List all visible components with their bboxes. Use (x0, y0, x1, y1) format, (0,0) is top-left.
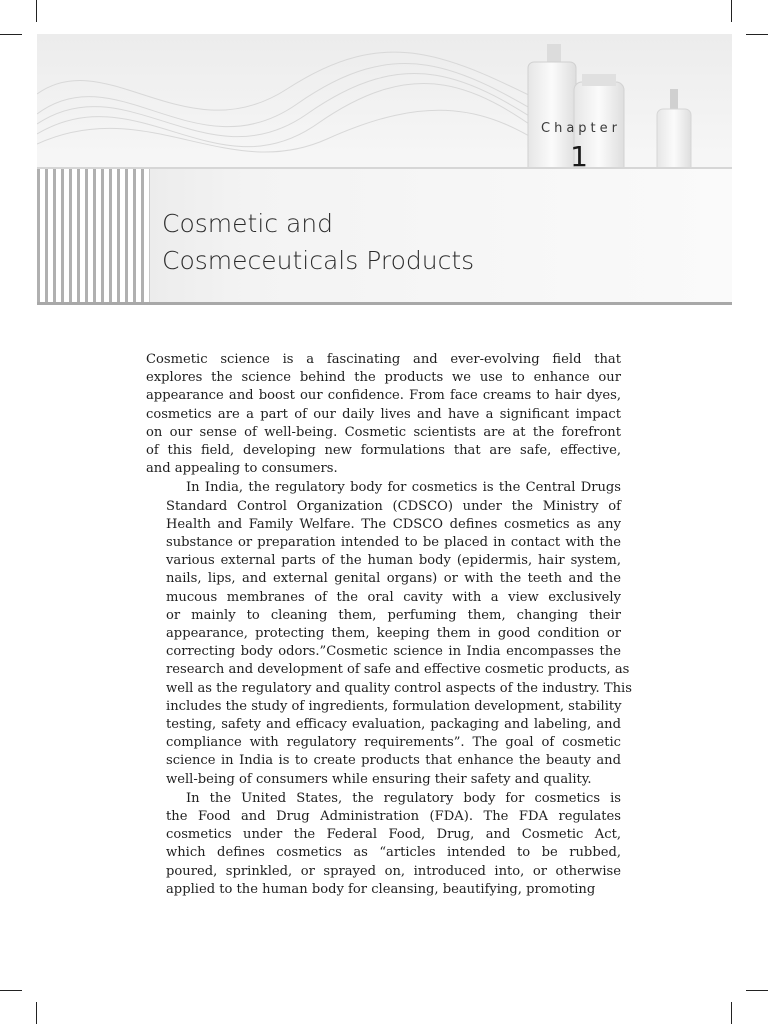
crop-mark-bottom-left-h (0, 990, 22, 991)
stripes-edge (149, 169, 150, 305)
crop-mark-top-left (36, 0, 37, 22)
text-line: and appealing to consumers. (146, 461, 338, 477)
crop-mark-bottom-right-h (746, 990, 768, 991)
text-line: well as the regulatory and quality control aspects of the industry. This (166, 680, 632, 696)
chapter-title-line: Cosmeceuticals Products (162, 246, 475, 275)
text-line: Standard Control Organization (CDSCO) under the Ministry of (166, 498, 621, 514)
text-line: which defines cosmetics as “articles intended to be rubbed, (166, 845, 621, 861)
text-line: cosmetics under the Federal Food, Drug, and Cosmetic Act, (166, 827, 621, 843)
text-line: poured, sprinkled, or sprayed on, introduced into, or otherwise (166, 863, 621, 879)
text-line: Cosmetic science is a fascinating and ever-evolving field that (146, 352, 621, 367)
text-line: applied to the human body for cleansing, beautifying, promoting (166, 881, 596, 897)
chapter-title-line: Cosmetic and (162, 209, 333, 238)
crop-mark-bottom-right (731, 1002, 732, 1024)
crop-mark-top-right (731, 0, 732, 22)
text-line: includes the study of ingredients, formulation development, stability (166, 698, 622, 714)
text-line: explores the science behind the products we use to enhance our (146, 370, 621, 386)
text-line: of this field, developing new formulations that are safe, effective, (146, 443, 621, 459)
paragraph (146, 351, 621, 478)
text-line: appearance and boost our confidence. From face creams to hair dyes, (146, 388, 621, 404)
text-line: In India, the regulatory body for cosmetics is the Central Drugs (186, 480, 621, 496)
text-line: correcting body odors.”Cosmetic science in India encompasses the (166, 644, 621, 660)
crop-mark-top-right-h (746, 34, 768, 35)
text-line: well-being of consumers while ensuring their safety and quality. (166, 771, 592, 787)
body-text (146, 351, 632, 899)
crop-mark-bottom-left (36, 1002, 37, 1024)
wave-decoration (37, 34, 557, 174)
text-line: substance or preparation intended to be placed in contact with the (166, 535, 621, 551)
text-line: mucous membranes of the oral cavity with a view exclusively (166, 589, 621, 605)
banner-bottom-rule (37, 302, 732, 305)
text-line: appearance, protecting them, keeping them in good condition or (166, 626, 621, 642)
text-line: cosmetics are a part of our daily lives and have a significant impact (146, 406, 621, 422)
chapter-title (162, 205, 662, 279)
text-line: the Food and Drug Administration (FDA). The FDA regulates (166, 809, 621, 825)
text-line: science in India is to create products that enhance the beauty and (166, 753, 621, 769)
chapter-label: Chapter (541, 121, 621, 136)
text-line: on our sense of well-being. Cosmetic scientists are at the forefront (146, 424, 621, 440)
paragraph (146, 479, 632, 788)
paragraph (146, 790, 621, 899)
text-line: research and development of safe and effective cosmetic products, as (166, 662, 630, 678)
crop-mark-top-left-h (0, 34, 22, 35)
text-line: various external parts of the human body (epidermis, hair system, (166, 553, 621, 569)
text-line: or mainly to cleaning them, perfuming them, changing their (166, 607, 621, 623)
chapter-number: 1 (570, 140, 588, 173)
text-line: compliance with regulatory requirements”. The goal of cosmetic (166, 735, 621, 751)
text-line: In the United States, the regulatory body for cosmetics is (186, 790, 621, 806)
striped-decoration (37, 169, 149, 305)
text-line: Health and Family Welfare. The CDSCO defines cosmetics as any (166, 516, 621, 532)
text-line: testing, safety and efficacy evaluation, packaging and labeling, and (166, 717, 621, 733)
text-line: nails, lips, and external genital organs) or with the teeth and the (166, 571, 621, 587)
